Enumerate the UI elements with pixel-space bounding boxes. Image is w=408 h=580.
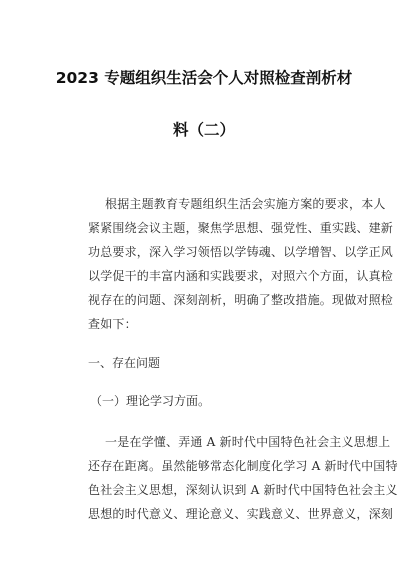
- body-line-3: 色社会主义思想，深刻认识到 A 新时代中国特色社会主义: [88, 483, 398, 497]
- intro-line-4: 以学促干的丰富内涵和实践要求，对照六个方面，认真检: [88, 269, 394, 283]
- section-heading-problems: 一、存在问题: [88, 356, 161, 370]
- body-line-4: 思想的时代意义、理论意义、实践意义、世界意义，深刻: [88, 507, 394, 521]
- intro-line-3: 功总要求，深入学习领悟以学铸魂、以学增智、以学正风: [88, 245, 394, 259]
- body-line-1: 一是在学懂、弄通 A 新时代中国特色社会主义思想上: [105, 435, 391, 449]
- intro-line-2: 紧紧围绕会议主题，聚焦学思想、强党性、重实践、建新: [88, 221, 394, 235]
- subsection-heading-theory: （一）理论学习方面。: [90, 394, 211, 408]
- document-title-line-1: 2023 专题组织生活会个人对照检查剖析材: [55, 69, 353, 87]
- intro-line-5: 视存在的问题、深刻剖析，明确了整改措施。现做对照检: [88, 293, 394, 307]
- intro-line-6: 查如下：: [88, 317, 137, 331]
- document-title-line-2: 料（二）: [172, 121, 235, 139]
- intro-line-1: 根据主题教育专题组织生活会实施方案的要求，本人: [105, 197, 386, 211]
- body-line-2: 还存在距离。虽然能够常态化制度化学习 A 新时代中国特: [88, 459, 398, 473]
